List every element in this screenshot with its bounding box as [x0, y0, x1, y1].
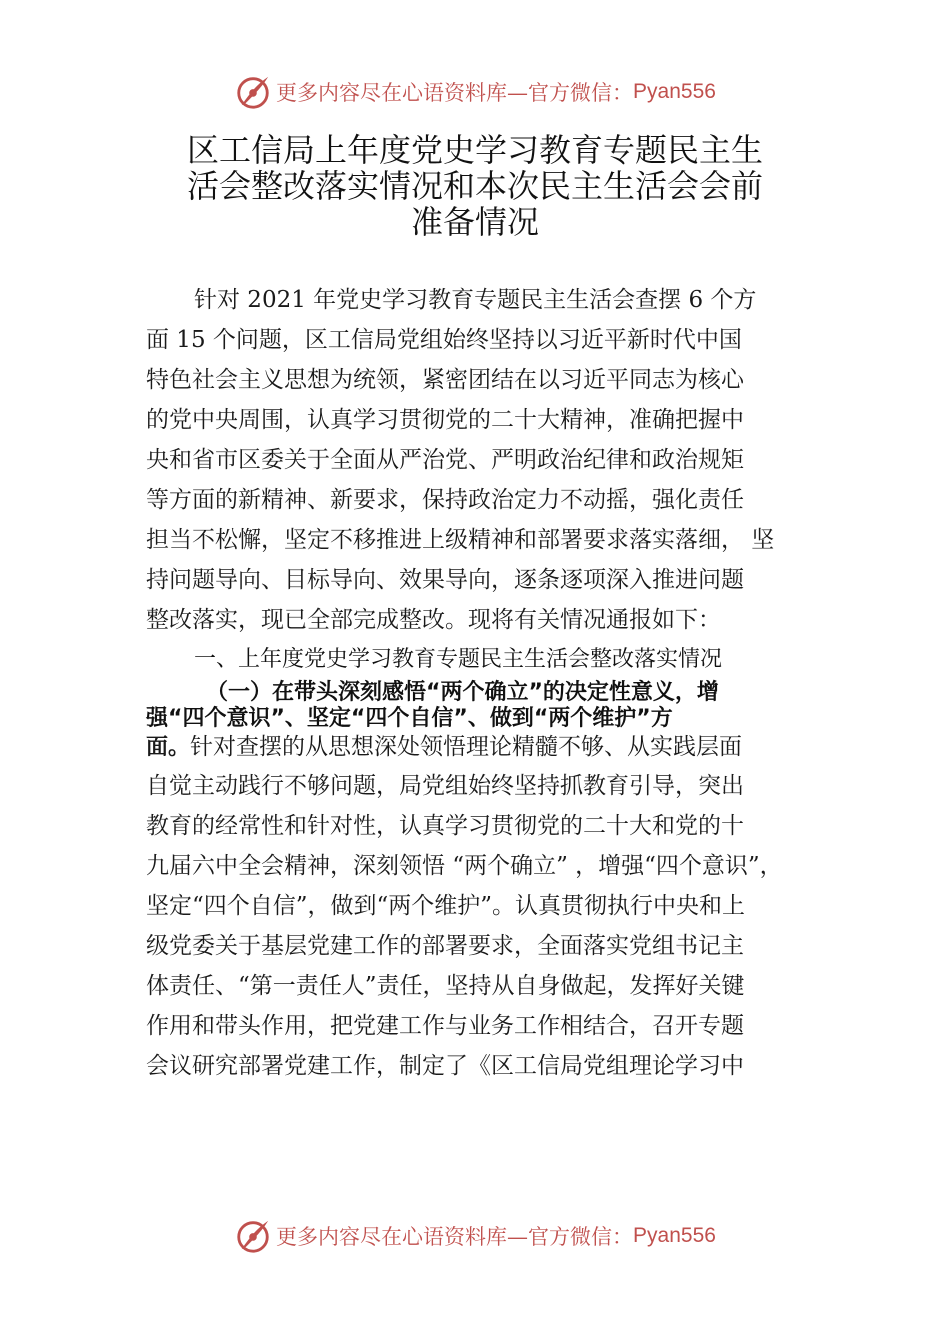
document-body: [146, 280, 816, 1086]
paragraph-text: 针对查摆的从思想深处领悟理论精髓不够、从实践层面: [190, 734, 743, 760]
banner-text: 更多内容尽在心语资料库—官方微信：: [276, 1225, 634, 1249]
wechat-id: Pyan556: [633, 1224, 716, 1247]
subsection-heading-line: 强“四个意识”、坚定“四个自信”、做到“两个维护”方: [146, 706, 673, 731]
paragraph-line: 央和省市区委关于全面从严治党、严明政治纪律和政治规矩: [146, 447, 744, 473]
paragraph-line: 担当不松懈，坚定不移推进上级精神和部署要求落实落细， 坚: [146, 527, 775, 553]
document-title: [140, 132, 810, 240]
paragraph-line: 九届六中全会精神，深刻领悟 “两个确立” ，增强“四个意识”，: [146, 853, 783, 879]
subsection-heading-line: （一）在带头深刻感悟“两个确立”的决定性意义，增: [206, 680, 719, 705]
paragraph-line: 等方面的新精神、新要求，保持政治定力不动摇，强化责任: [146, 487, 744, 513]
paragraph-line: 作用和带头作用，把党建工作与业务工作相结合，召开专题: [146, 1013, 744, 1039]
subsection-heading-tail: 面。: [146, 735, 191, 760]
title-line: 准备情况: [410, 203, 539, 241]
subsection-heading: [146, 680, 816, 732]
paragraph-line: 特色社会主义思想为统领，紧密团结在以习近平同志为核心: [146, 367, 744, 393]
paragraph-line: 体责任、“第一责任人”责任，坚持从自身做起，发挥好关键: [146, 973, 745, 999]
paragraph-line: 坚定“四个自信”，做到“两个维护”。认真贯彻执行中央和上: [146, 893, 746, 919]
subsection-mixed-line: [146, 732, 816, 766]
paragraph-line: 教育的经常性和针对性，认真学习贯彻党的二十大和党的十: [146, 813, 744, 839]
paragraph-line: 整改落实，现已全部完成整改。现将有关情况通报如下：: [146, 607, 721, 633]
title-line: 区工信局上年度党史学习教育专题民主生: [186, 131, 763, 169]
paragraph-line: 面 15 个问题，区工信局党组始终坚持以习近平新时代中国: [146, 327, 742, 353]
banner-text: 更多内容尽在心语资料库—官方微信：: [276, 81, 634, 105]
quill-seal-icon: [234, 1217, 272, 1255]
paragraph-line: 持问题导向、目标导向、效果导向，逐条逐项深入推进问题: [146, 567, 744, 593]
wechat-id: Pyan556: [633, 80, 716, 103]
section-heading: 一、上年度党史学习教育专题民主生活会整改落实情况: [194, 647, 723, 672]
quill-seal-icon: [234, 73, 272, 111]
paragraph-line: 自觉主动践行不够问题，局党组始终坚持抓教育引导，突出: [146, 773, 744, 799]
paragraph-line: 针对 2021 年党史学习教育专题民主生活会查摆 6 个方: [194, 287, 757, 313]
footer-banner: [0, 1214, 950, 1258]
paragraph-line: 会议研究部署党建工作，制定了《区工信局党组理论学习中: [146, 1053, 744, 1079]
title-line: 活会整改落实情况和本次民主生活会会前: [186, 167, 763, 205]
paragraph-line: 级党委关于基层党建工作的部署要求，全面落实党组书记主: [146, 933, 744, 959]
paragraph-line: 的党中央周围，认真学习贯彻党的二十大精神，准确把握中: [146, 407, 744, 433]
header-banner: [0, 70, 950, 114]
